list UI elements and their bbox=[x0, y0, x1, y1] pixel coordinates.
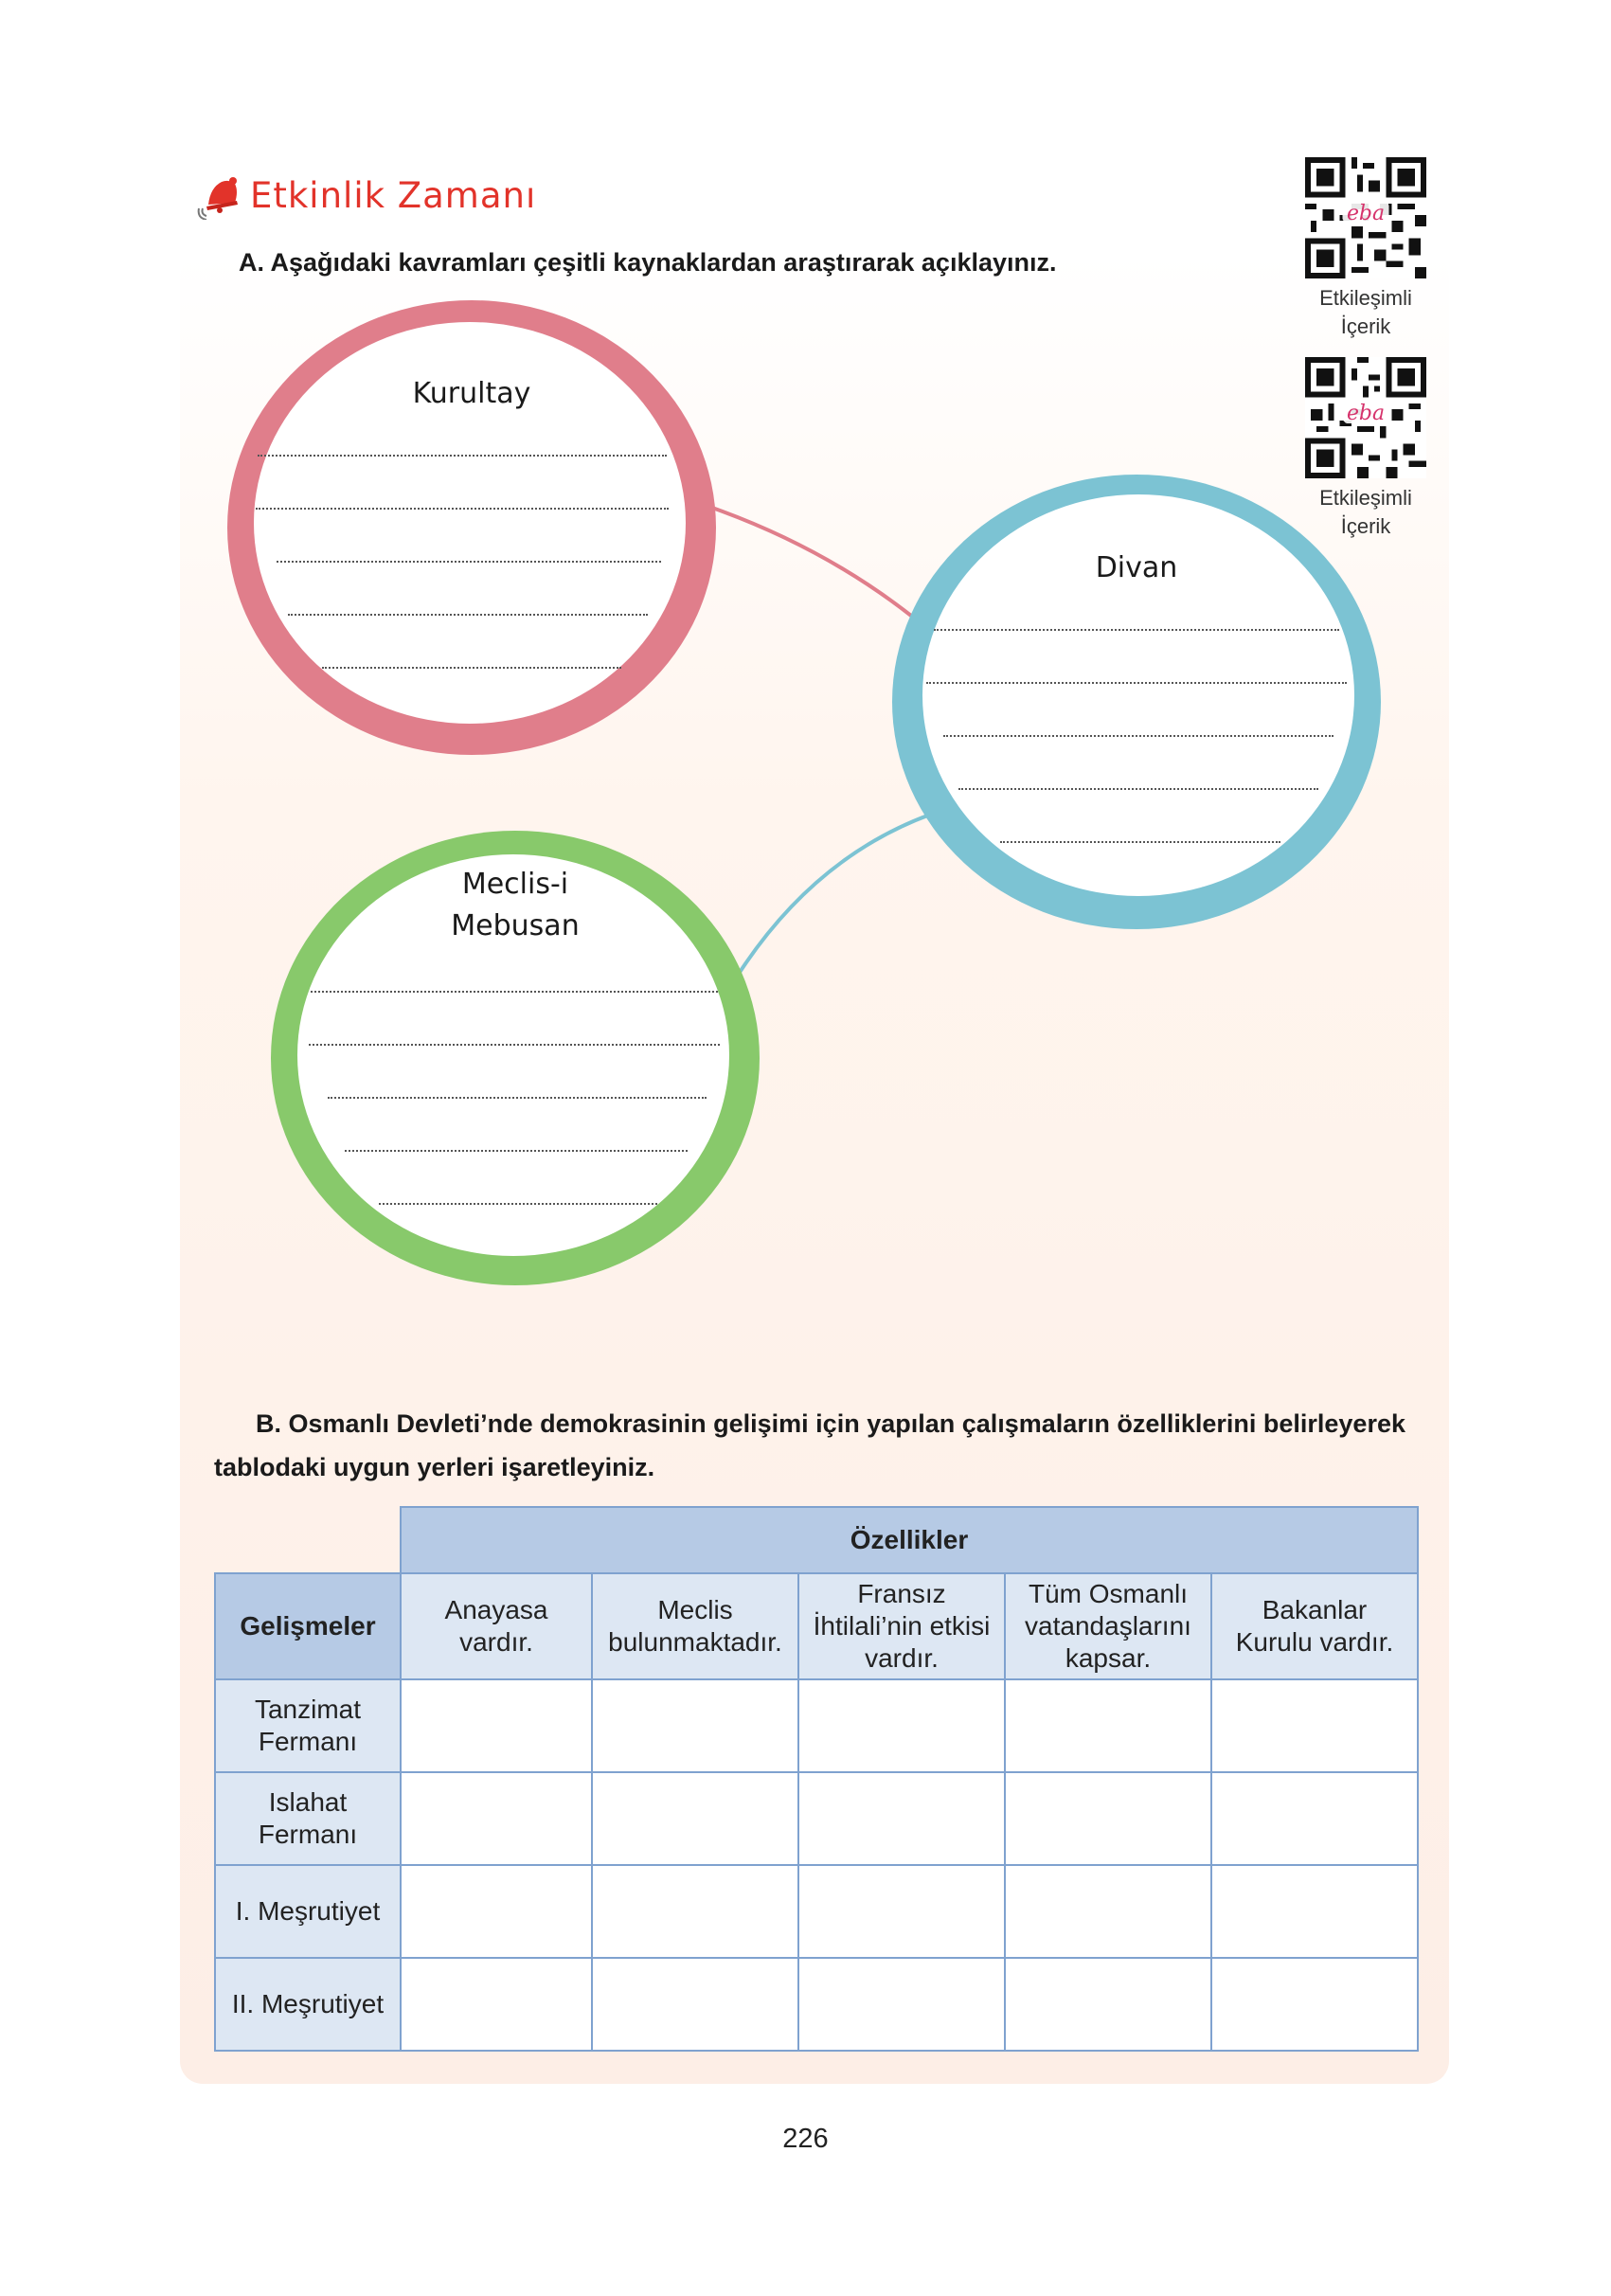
table-cell[interactable] bbox=[401, 1958, 592, 2051]
answer-line[interactable] bbox=[926, 682, 1347, 684]
qr-caption-line1: Etkileşimli bbox=[1319, 486, 1412, 510]
table-cell[interactable] bbox=[798, 1772, 1005, 1865]
table-cell[interactable] bbox=[1005, 1865, 1211, 1958]
answer-line[interactable] bbox=[258, 455, 667, 457]
answer-line[interactable] bbox=[311, 991, 718, 993]
column-header-fransiz-ihtilali: Fransız İhtilali’nin etkisi vardır. bbox=[798, 1573, 1005, 1679]
answer-line[interactable] bbox=[379, 1203, 657, 1205]
circle-title-divan: Divan bbox=[1095, 551, 1178, 584]
row-header-tanzimat: Tanzimat Fermanı bbox=[215, 1679, 401, 1772]
circle-title-line2: Mebusan bbox=[451, 909, 580, 942]
table-group-header: Özellikler bbox=[401, 1507, 1418, 1573]
concept-circle-kurultay[interactable] bbox=[225, 297, 718, 758]
table-row-header: Gelişmeler bbox=[215, 1573, 401, 1679]
table-row bbox=[215, 1958, 1418, 2051]
circle-title-kurultay: Kurultay bbox=[412, 377, 531, 410]
row-header-i-mesrutiyet: I. Meşrutiyet bbox=[215, 1865, 401, 1958]
circle-title-meclis-i-mebusan bbox=[269, 864, 761, 947]
column-header-meclis: Meclis bulunmaktadır. bbox=[592, 1573, 798, 1679]
answer-line[interactable] bbox=[345, 1150, 688, 1152]
answer-line[interactable] bbox=[309, 1044, 720, 1046]
column-header-tum-osmanli: Tüm Osmanlı vatandaşlarını kapsar. bbox=[1005, 1573, 1211, 1679]
qr-caption-line2: İçerik bbox=[1340, 314, 1391, 338]
qr-caption-line1: Etkileşimli bbox=[1319, 286, 1412, 310]
bell-icon bbox=[197, 170, 242, 220]
svg-text:eba: eba bbox=[1346, 201, 1386, 225]
table-corner bbox=[215, 1507, 401, 1573]
features-table bbox=[214, 1506, 1419, 2052]
table-cell[interactable] bbox=[592, 1679, 798, 1772]
activity-header bbox=[197, 170, 536, 220]
qr-caption-line2: İçerik bbox=[1340, 514, 1391, 538]
table-cell[interactable] bbox=[798, 1865, 1005, 1958]
answer-line[interactable] bbox=[322, 667, 621, 669]
answer-line[interactable] bbox=[288, 614, 648, 616]
column-header-anayasa: Anayasa vardır. bbox=[401, 1573, 592, 1679]
row-header-ii-mesrutiyet: II. Meşrutiyet bbox=[215, 1958, 401, 2051]
circle-title-line1: Meclis-i bbox=[461, 868, 569, 901]
table-row bbox=[215, 1865, 1418, 1958]
table-cell[interactable] bbox=[401, 1772, 592, 1865]
table-cell[interactable] bbox=[1005, 1679, 1211, 1772]
concept-circle-divan[interactable] bbox=[890, 472, 1383, 932]
instruction-b: B. Osmanlı Devleti’nde demokrasinin gelişimi için yapılan çalışmaların özelliklerini belirleyerek tablodaki uygun yerleri işaretleyiniz. bbox=[214, 1409, 1405, 1481]
answer-line[interactable] bbox=[277, 561, 661, 563]
svg-text:eba: eba bbox=[1346, 401, 1386, 425]
answer-line[interactable] bbox=[256, 508, 669, 510]
table-cell[interactable] bbox=[798, 1958, 1005, 2051]
answer-line[interactable] bbox=[943, 735, 1334, 737]
qr-code-icon bbox=[1305, 157, 1426, 278]
qr-code-1[interactable] bbox=[1303, 157, 1428, 341]
table-row bbox=[215, 1679, 1418, 1772]
table-cell[interactable] bbox=[1005, 1958, 1211, 2051]
instruction-a: A. Aşağıdaki kavramları çeşitli kaynaklardan araştırarak açıklayınız. bbox=[239, 248, 1057, 277]
table-cell[interactable] bbox=[592, 1772, 798, 1865]
table-cell[interactable] bbox=[401, 1679, 592, 1772]
answer-line[interactable] bbox=[328, 1097, 707, 1099]
table-cell[interactable] bbox=[1211, 1865, 1418, 1958]
table-cell[interactable] bbox=[1211, 1772, 1418, 1865]
table-cell[interactable] bbox=[592, 1958, 798, 2051]
column-header-bakanlar-kurulu: Bakanlar Kurulu vardır. bbox=[1211, 1573, 1418, 1679]
table-cell[interactable] bbox=[1211, 1679, 1418, 1772]
activity-title: Etkinlik Zamanı bbox=[250, 174, 537, 216]
table-cell[interactable] bbox=[401, 1865, 592, 1958]
page-number: 226 bbox=[782, 2124, 829, 2154]
row-header-islahat: Islahat Fermanı bbox=[215, 1772, 401, 1865]
qr-code-icon bbox=[1305, 357, 1426, 478]
answer-line[interactable] bbox=[1000, 841, 1280, 843]
concept-circle-meclis-i-mebusan[interactable] bbox=[269, 828, 761, 1288]
table-cell[interactable] bbox=[592, 1865, 798, 1958]
answer-line[interactable] bbox=[934, 629, 1339, 631]
table-cell[interactable] bbox=[798, 1679, 1005, 1772]
table-row bbox=[215, 1772, 1418, 1865]
table-cell[interactable] bbox=[1211, 1958, 1418, 2051]
table-cell[interactable] bbox=[1005, 1772, 1211, 1865]
answer-line[interactable] bbox=[958, 788, 1318, 790]
